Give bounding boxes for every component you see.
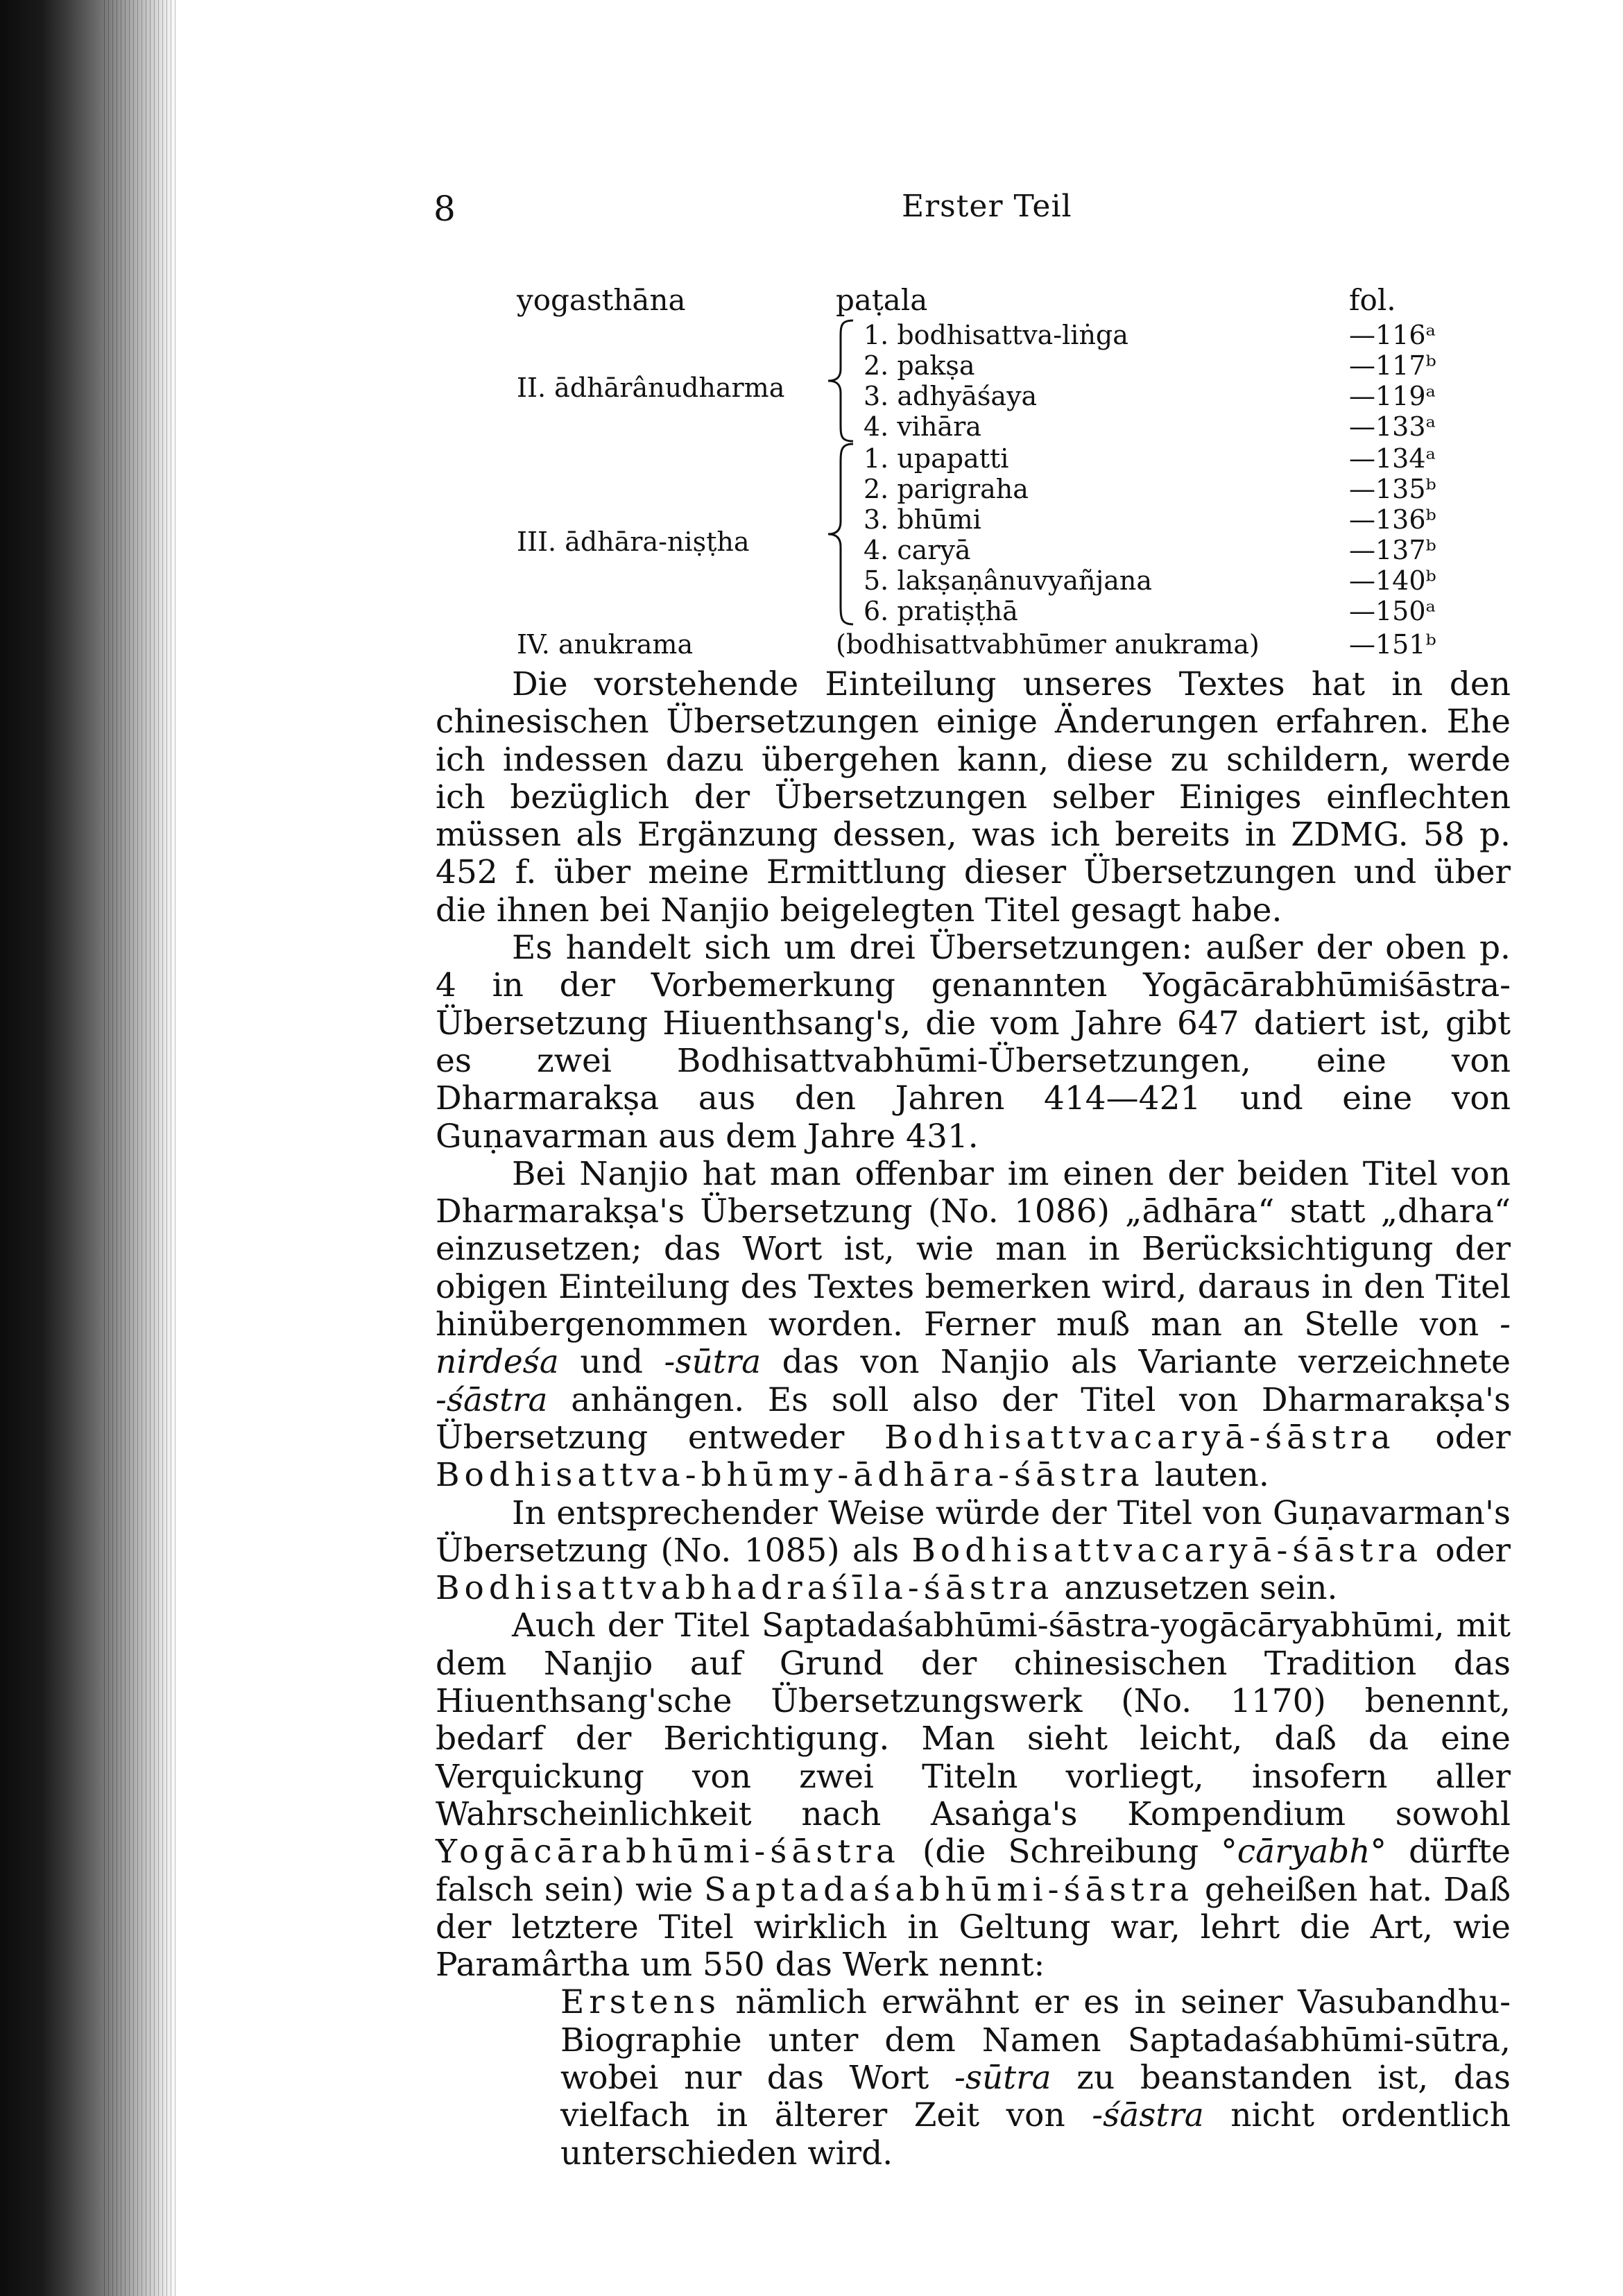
- body-text: [436, 666, 1511, 2173]
- italic-term: -śāstra: [436, 1380, 548, 1419]
- running-title: Erster Teil: [902, 189, 1072, 224]
- section-entry-label: 3. adhyāśaya: [864, 381, 1038, 411]
- section-entry-fol: —137ᵇ: [1349, 535, 1436, 565]
- section-entry-label: 5. lakṣaṇânuvyañjana: [864, 565, 1153, 596]
- section-name: II. ādhārânudharma: [517, 372, 785, 403]
- section-entry-label: 1. upapatti: [864, 443, 1009, 474]
- section-entry-label: 6. pratiṣṭhā: [864, 596, 1018, 626]
- spaced-title: Saptadaśabhūmi-śāstra: [703, 1870, 1194, 1909]
- spaced-title: Bodhisattvacaryā-śāstra: [911, 1531, 1423, 1570]
- italic-term: °cāryabh°: [1221, 1833, 1386, 1871]
- section-entry-label: 4. vihāra: [864, 411, 981, 442]
- section-brace: [825, 441, 857, 627]
- spaced-title: Bodhisattvabhadraśīla-śāstra: [436, 1569, 1054, 1608]
- paragraph: Bei Nanjio hat man offenbar im einen der beiden Titel von Dharmarakṣa's Übersetzung (No. 1086) „ādhāra“ statt „dhara“ einzusetzen; das Wort ist, wie man in Berücksichtigung der obigen Einteilung des Textes bemerken wird, daraus in den Titel hinübergenommen worden. Ferner muß man an Stelle von -nirdeśa und -sūtra das von Nanjio als Variante verzeichnete -śāstra anhängen. Es soll also der Titel von Dharmarakṣa's Übersetzung entweder Bodhisattvacaryā-śāstra oder Bodhisattva-bhūmy-ādhāra-śāstra lauten.: [436, 1154, 1511, 1495]
- section-entry-label: 2. parigraha: [864, 474, 1029, 504]
- column-header-yogasthana: yogasthāna: [517, 283, 686, 317]
- section-entry-label: 4. caryā: [864, 535, 971, 565]
- section-entry-fol: —116ᵃ: [1349, 320, 1436, 350]
- italic-term: -sūtra: [664, 1343, 762, 1382]
- paragraph: Die vorstehende Einteilung unseres Textes hat in den chinesischen Übersetzungen einige Änderungen erfahren. Ehe ich indessen dazu übergehen kann, diese zu schildern, werde ich bezüglich der Übersetzungen selber Einiges einflechten müssen als Ergänzung dessen, was ich bereits in ZDMG. 58 p. 452 f. über meine Ermittlung dieser Übersetzungen und über die ihnen bei Nanjio beigelegten Titel gesagt habe.: [436, 665, 1511, 929]
- section-entry-fol: —134ᵃ: [1349, 443, 1436, 474]
- chapter-table: [0, 0, 1623, 694]
- section-entry-label: 2. pakṣa: [864, 350, 975, 381]
- column-header-patala: paṭala: [836, 283, 928, 317]
- section-entry-fol: —150ᵃ: [1349, 596, 1436, 626]
- paragraph: In entsprechender Weise würde der Titel von Guṇavarman's Übersetzung (No. 1085) als Bodhisattvacaryā-śāstra oder Bodhisattvabhadraśīla-śāstra anzusetzen sein.: [436, 1493, 1511, 1608]
- section-entry-fol: —117ᵇ: [1349, 350, 1436, 381]
- italic-term: -sūtra: [954, 2058, 1051, 2097]
- section-entry-fol: —135ᵇ: [1349, 474, 1436, 504]
- section-entry-fol: —136ᵇ: [1349, 504, 1436, 535]
- section-brace: [825, 318, 857, 444]
- spaced-word: Erstens: [560, 1983, 721, 2022]
- section-entry-fol: —133ᵃ: [1349, 411, 1436, 442]
- section-entry-fol: —151ᵇ: [1349, 629, 1436, 660]
- indented-paragraph: Erstens nämlich erwähnt er es in seiner Vasubandhu-Biographie unter dem Namen Saptadaśabhūmi-sūtra, wobei nur das Wort -sūtra zu beanstanden ist, das vielfach in älterer Zeit von -śāstra nicht ordentlich unterschieden wird.: [560, 1983, 1511, 2173]
- page-number: 8: [433, 189, 456, 229]
- spaced-title: Bodhisattva-bhūmy-ādhāra-śāstra: [436, 1456, 1144, 1495]
- section-entry-label: 1. bodhisattva-liṅga: [864, 320, 1128, 350]
- column-header-fol: fol.: [1349, 283, 1396, 317]
- section-entry-label: (bodhisattvabhūmer anukrama): [836, 629, 1260, 660]
- spaced-title: Bodhisattvacaryā-śāstra: [884, 1418, 1396, 1457]
- section-name: IV. anukrama: [517, 629, 694, 660]
- section-name: III. ādhāra-niṣṭha: [517, 526, 750, 557]
- section-entry-label: 3. bhūmi: [864, 504, 981, 535]
- italic-term: -śāstra: [1092, 2096, 1204, 2135]
- italic-term: -nirdeśa: [436, 1305, 1511, 1382]
- section-entry-fol: —140ᵇ: [1349, 565, 1436, 596]
- spaced-title: Yogācārabhūmi-śāstra: [436, 1833, 900, 1871]
- paragraph: Es handelt sich um drei Übersetzungen: außer der oben p. 4 in der Vorbemerkung genannten Yogācārabhūmiśāstra-Übersetzung Hiuenthsang's, die vom Jahre 647 datiert ist, gibt es zwei Bodhisattvabhūmi-Übersetzungen, eine von Dharmarakṣa aus den Jahren 414—421 und eine von Guṇavarman aus dem Jahre 431.: [436, 929, 1511, 1156]
- section-entry-fol: —119ᵃ: [1349, 381, 1436, 411]
- paragraph: Auch der Titel Saptadaśabhūmi-śāstra-yogācāryabhūmi, mit dem Nanjio auf Grund der chinesischen Tradition das Hiuenthsang'sche Übersetzungswerk (No. 1170) benennt, bedarf der Berichtigung. Man sieht leicht, daß da eine Verquickung von zwei Titeln vorliegt, insofern aller Wahrscheinlichkeit nach Asaṅga's Kompendium sowohl Yogācārabhūmi-śāstra (die Schreibung °cāryabh° dürfte falsch sein) wie Saptadaśabhūmi-śāstra geheißen hat. Daß der letztere Titel wirklich in Geltung war, lehrt die Art, wie Paramârtha um 550 das Werk nennt:: [436, 1607, 1511, 1985]
